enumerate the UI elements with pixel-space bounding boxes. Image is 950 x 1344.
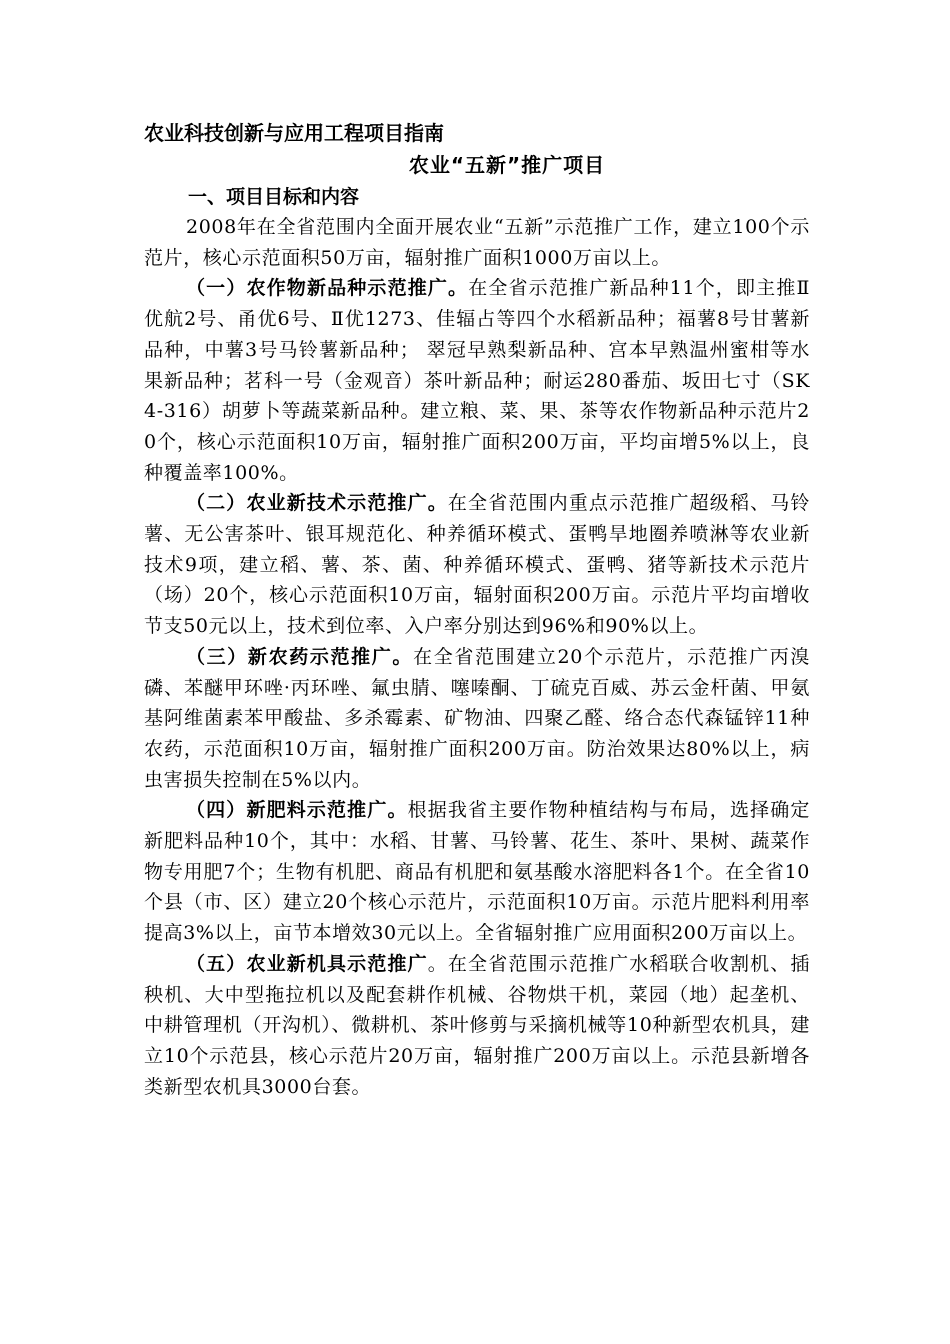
document-page [144,118,810,1102]
item-paragraph-5 [144,949,810,1103]
item-lead-1: （一）农作物新品种示范推广。 [186,277,469,300]
document-title: 农业科技创新与应用工程项目指南 [144,121,444,145]
item-paragraph-2 [144,488,810,642]
intro-paragraph: 2008年在全省范围内全面开展农业“五新”示范推广工作，建立100个示范片，核心示范面积50万亩，辐射推广面积1000万亩以上。 [144,216,810,269]
item-lead-4: （四）新肥料示范推广。 [186,799,408,822]
item-body-3: 在全省范围建立20个示范片，示范推广丙溴磷、苯醚甲环唑·丙环唑、氟虫腈、噻嗪酮、丁硫克百威、苏云金杆菌、甲氨基阿维菌素苯甲酸盐、多杀霉素、矿物油、四聚乙醛、络合态代森锰锌11种农药，示范面积10万亩，辐射推广面积200万亩。防治效果达80%以上，病虫害损失控制在5%以内。 [144,645,810,791]
item-lead-5: （五）农业新机具示范推广 [186,952,428,975]
item-body-5: 。在全省范围示范推广水稻联合收割机、插秧机、大中型拖拉机以及配套耕作机械、谷物烘干机，菜园（地）起垄机、中耕管理机（开沟机）、微耕机、茶叶修剪与采摘机械等10种新型农机具，建立10个示范县，核心示范片20万亩，辐射推广200万亩以上。示范县新增各类新型农机具3000台套。 [144,952,811,1098]
item-paragraph-4 [144,795,810,949]
item-paragraph-1 [144,273,810,488]
item-lead-2: （二）农业新技术示范推广。 [186,492,448,515]
item-body-4: 根据我省主要作物种植结构与布局，选择确定新肥料品种10个，其中：水稻、甘薯、马铃薯、花生、茶叶、果树、蔬菜作物专用肥7个；生物有机肥、商品有机肥和氨基酸水溶肥料各1个。在全省10个县（市、区）建立20个核心示范片，示范面积10万亩。示范片肥料利用率提高3%以上，亩节本增效30元以上。全省辐射推广应用面积200万亩以上。 [144,799,810,945]
item-body-2: 在全省范围内重点示范推广超级稻、马铃薯、无公害茶叶、银耳规范化、种养循环模式、蛋鸭旱地圈养喷淋等农业新技术9项，建立稻、薯、茶、菌、种养循环模式、蛋鸭、猪等新技术示范片（场）20个，核心示范面积10万亩，辐射面积200万亩。示范片平均亩增收节支50元以上，技术到位率、入户率分别达到96%和90%以上。 [144,492,810,638]
item-lead-3: （三）新农药示范推广。 [186,645,414,668]
item-body-1: 在全省示范推广新品种11个，即主推Ⅱ优航2号、甬优6号、Ⅱ优1273、佳辐占等四个水稻新品种；福薯8号甘薯新品种，中薯3号马铃薯新品种； 翠冠早熟梨新品种、宫本早熟温州蜜柑等水果新品种；茗科一号（金观音）茶叶新品种；耐运280番茄、坂田七寸（SK4-316）胡萝卜等蔬菜新品种。建立粮、菜、果、茶等农作物新品种示范片20个，核心示范面积10万亩，辐射推广面积200万亩，平均亩增5%以上，良种覆盖率100%。 [144,277,810,484]
section-heading: 一、项目目标和内容 [188,186,360,208]
item-paragraph-3 [144,642,810,796]
project-title: 农业“五新”推广项目 [408,153,606,177]
